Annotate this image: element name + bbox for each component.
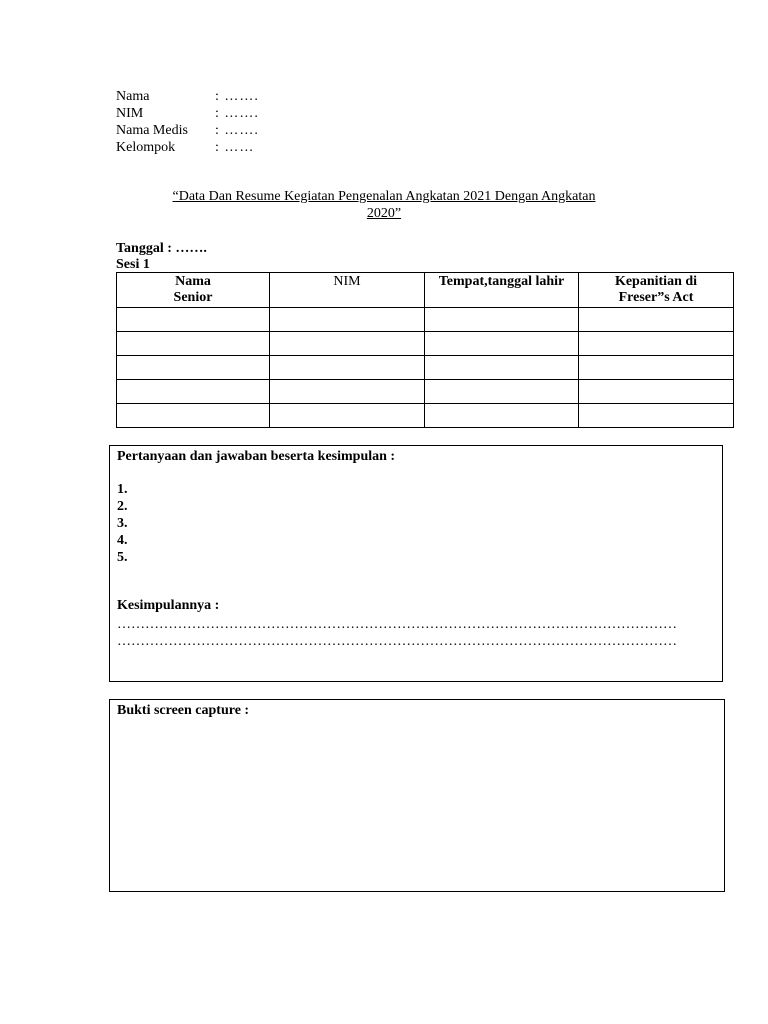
header-nama-senior	[117, 273, 270, 308]
table-row	[117, 332, 734, 356]
table-cell[interactable]	[117, 332, 270, 356]
table-cell[interactable]	[425, 308, 579, 332]
table-cell[interactable]	[117, 308, 270, 332]
conclusion-label: Kesimpulannya :	[117, 598, 220, 613]
table-cell[interactable]	[425, 332, 579, 356]
list-item: 2.	[117, 499, 128, 514]
title-line-2: 2020”	[366, 206, 402, 221]
conclusion-dotted-line-1: …………………………………………………………………………………………………………	[117, 617, 677, 632]
list-item: 1.	[117, 482, 128, 497]
identity-label: NIM	[116, 106, 144, 121]
identity-value: : …….	[215, 123, 259, 138]
header-line: Freser”s Act	[618, 290, 694, 305]
screen-capture-box[interactable]	[109, 699, 725, 892]
identity-row-nama	[116, 88, 316, 105]
conclusion-dotted-line-2: …………………………………………………………………………………………………………	[117, 634, 677, 649]
table-cell[interactable]	[579, 380, 734, 404]
screen-capture-heading: Bukti screen capture :	[117, 703, 250, 718]
table-cell[interactable]	[579, 356, 734, 380]
table-cell[interactable]	[117, 404, 270, 428]
table-row	[117, 356, 734, 380]
identity-label: Nama	[116, 89, 150, 104]
list-item: 4.	[117, 533, 128, 548]
table-cell[interactable]	[270, 404, 425, 428]
identity-value: : …….	[215, 89, 259, 104]
header-line: Kepanitian di	[614, 274, 698, 289]
list-item: 5.	[117, 550, 128, 565]
header-kepanitian	[579, 273, 734, 308]
identity-row-kelompok	[116, 139, 316, 156]
header-line: Nama	[175, 274, 211, 289]
identity-value: : …….	[215, 106, 259, 121]
table-cell[interactable]	[270, 356, 425, 380]
document-title	[116, 188, 652, 222]
qa-heading: Pertanyaan dan jawaban beserta kesimpulan :	[117, 449, 396, 464]
table-cell[interactable]	[117, 380, 270, 404]
table-cell[interactable]	[425, 380, 579, 404]
identity-label: Kelompok	[116, 140, 176, 155]
qa-list	[117, 481, 128, 566]
table-cell[interactable]	[270, 380, 425, 404]
table-header-row	[117, 273, 734, 308]
table-row	[117, 380, 734, 404]
header-tempat-tanggal-lahir	[425, 273, 579, 308]
senior-table	[116, 272, 734, 428]
table-cell[interactable]	[117, 356, 270, 380]
header-nim	[270, 273, 425, 308]
table-cell[interactable]	[425, 356, 579, 380]
table-cell[interactable]	[270, 332, 425, 356]
table-cell[interactable]	[579, 308, 734, 332]
table-cell[interactable]	[579, 404, 734, 428]
identity-row-nim	[116, 105, 316, 122]
header-line: Tempat,tanggal lahir	[438, 274, 565, 289]
session-label: Sesi 1	[116, 257, 150, 272]
title-line-1: “Data Dan Resume Kegiatan Pengenalan Angkatan 2021 Dengan Angkatan	[172, 189, 596, 204]
list-item: 3.	[117, 516, 128, 531]
identity-block	[116, 88, 316, 156]
table-cell[interactable]	[579, 332, 734, 356]
table-row	[117, 308, 734, 332]
identity-row-nama-medis	[116, 122, 316, 139]
header-line: NIM	[333, 274, 361, 289]
date-label: Tanggal : …….	[116, 241, 207, 256]
identity-value: : ……	[215, 140, 255, 155]
header-line: Senior	[173, 290, 213, 305]
identity-label: Nama Medis	[116, 123, 188, 138]
table-cell[interactable]	[425, 404, 579, 428]
table-row	[117, 404, 734, 428]
qa-box[interactable]	[109, 445, 723, 682]
table-cell[interactable]	[270, 308, 425, 332]
